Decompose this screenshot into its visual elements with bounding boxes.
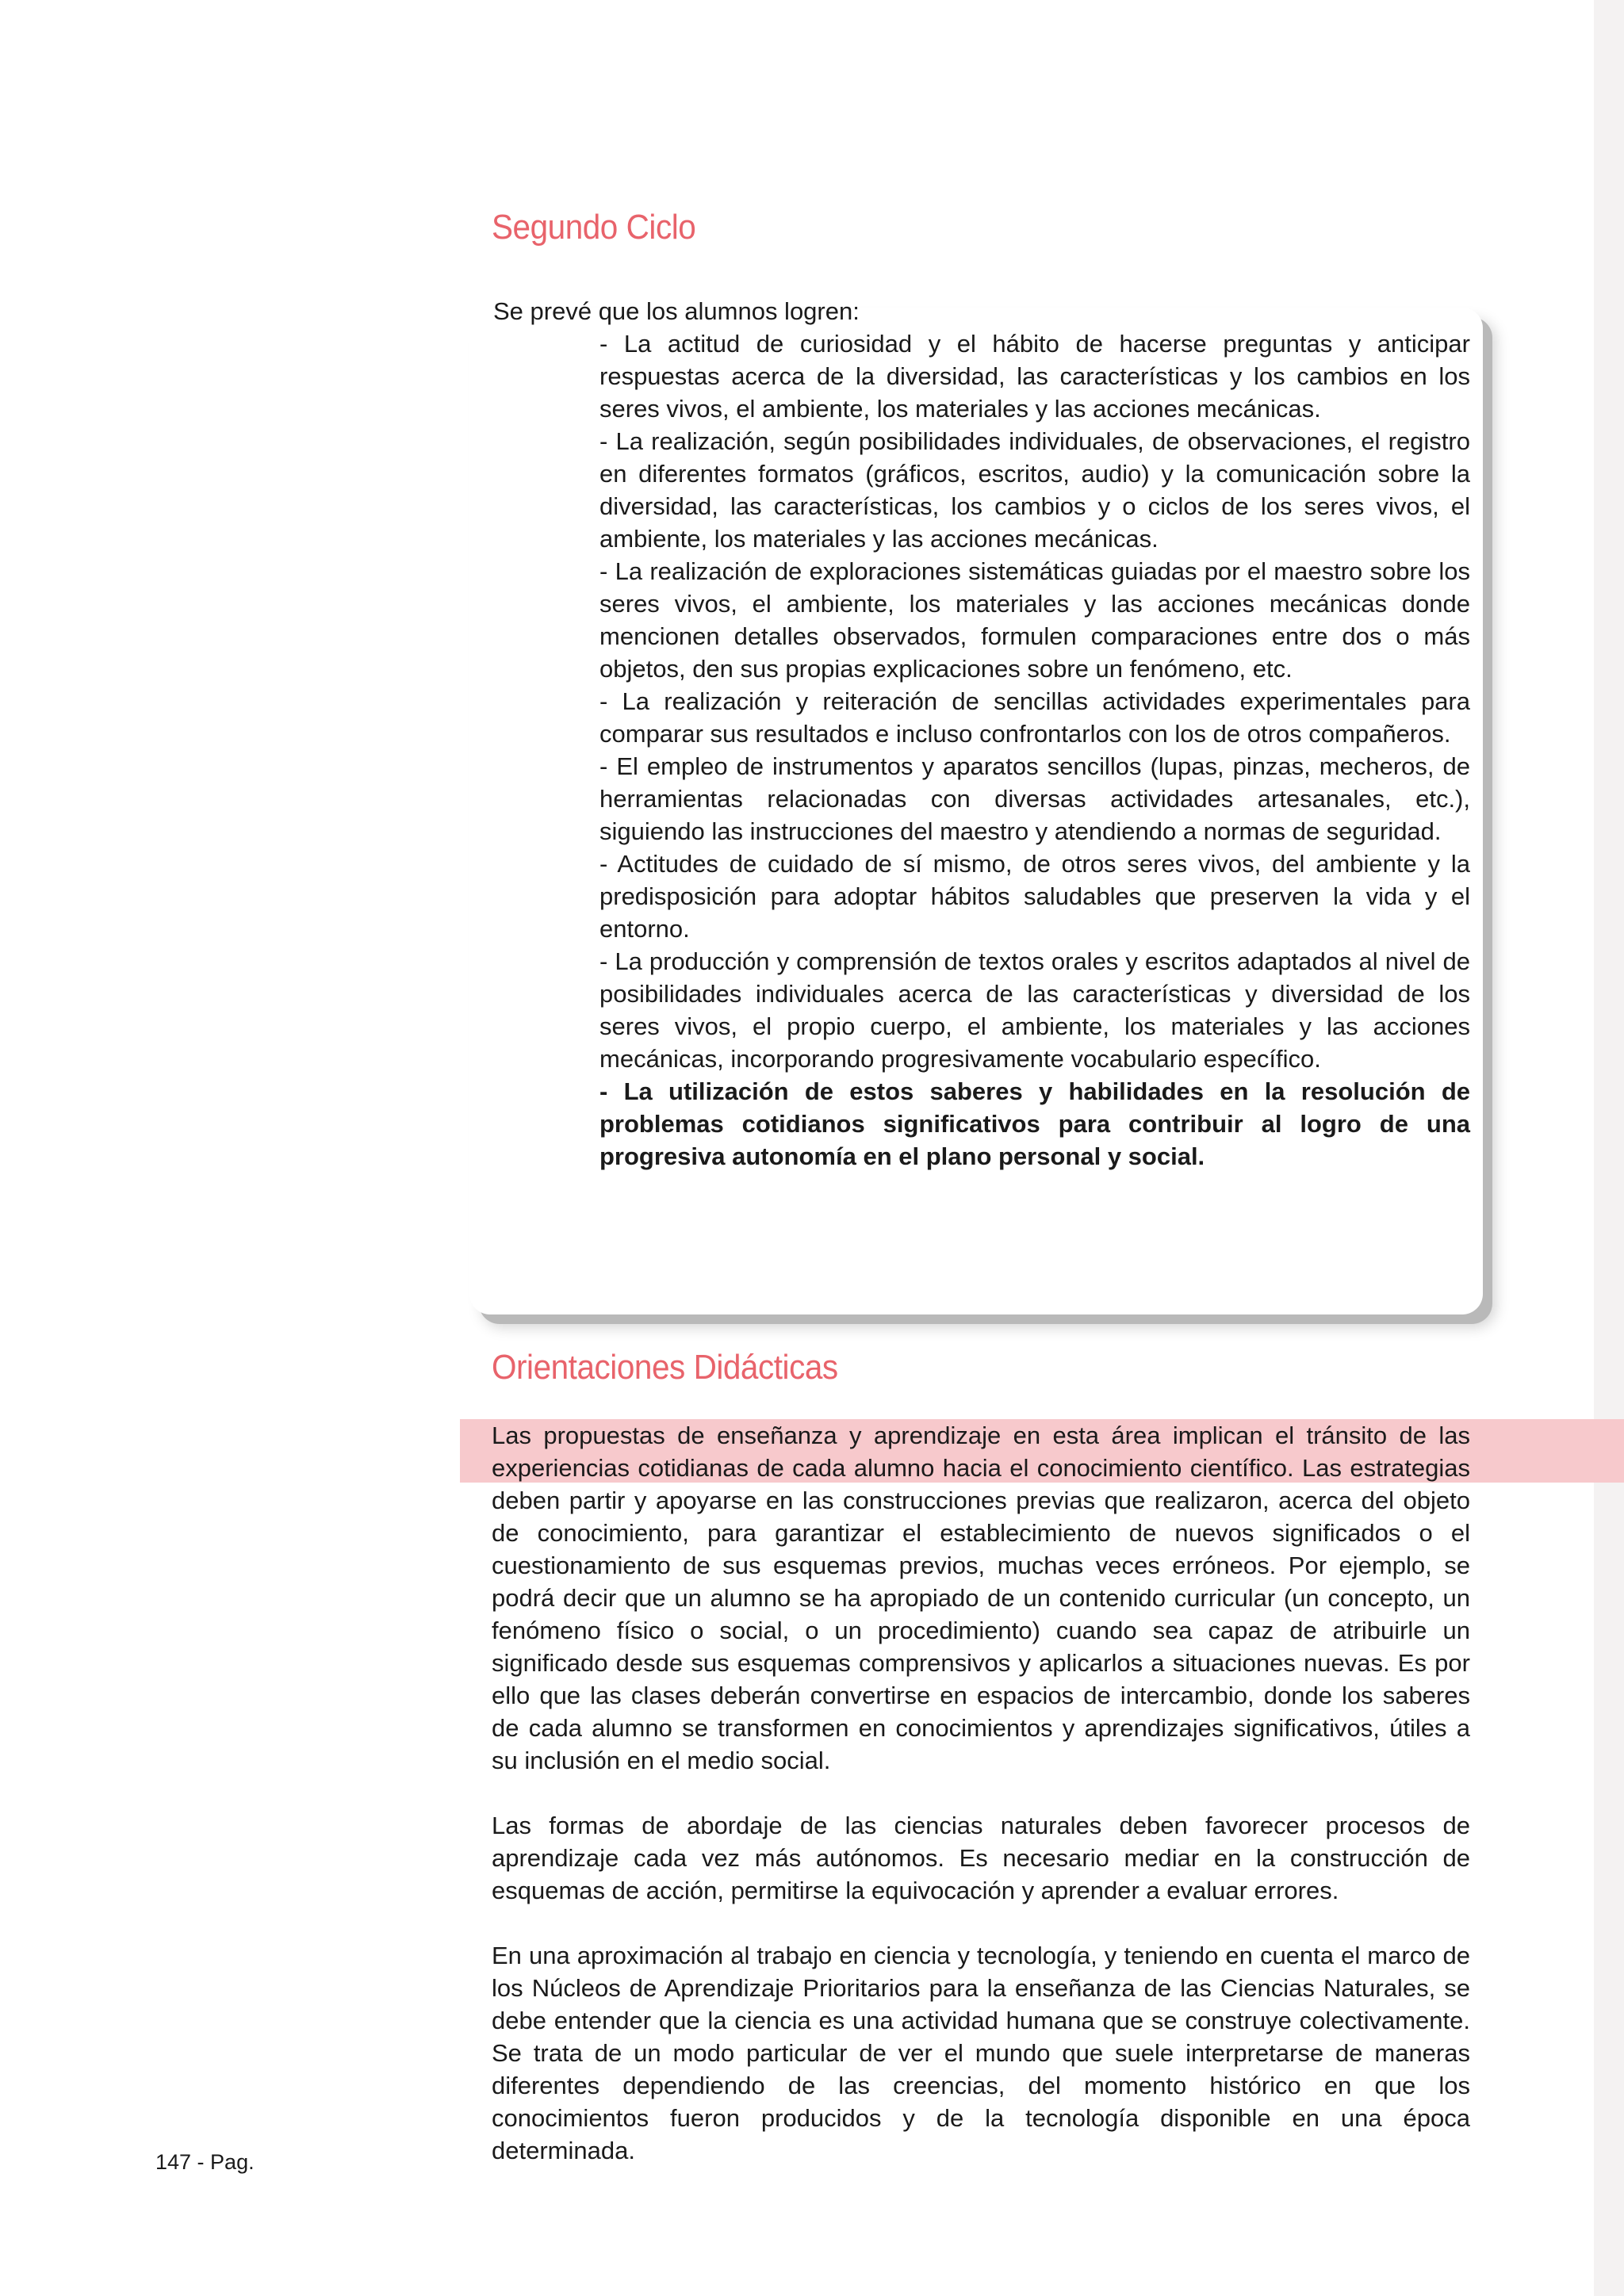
list-item: - La producción y comprensión de textos orales y escritos adaptados al nivel de posibilidades individuales acerca de las características y diversidad de los seres vivos, el propio cuerpo, el ambiente, los materiales y las acciones mecánicas, incorporando progresivamente vocabulario específico. [599, 947, 1470, 1073]
list-item: - La realización y reiteración de sencillas actividades experimentales para comparar sus resultados e incluso confrontarlos con los de otros compañeros. [599, 687, 1470, 748]
page-number: 147 - Pag. [155, 2150, 255, 2174]
objectives-list [599, 327, 1470, 1173]
list-item: - La realización, según posibilidades individuales, de observaciones, el registro en diferentes formatos (gráficos, escritos, audio) y la comunicación sobre la diversidad, las características, los cambios y o ciclos de los seres vivos, el ambiente, los materiales y las acciones mecánicas. [599, 427, 1470, 553]
list-item: - La actitud de curiosidad y el hábito de hacerse preguntas y anticipar respuestas acerca de la diversidad, las características y los cambios en los seres vivos, el ambiente, los materiales y las acciones mecánicas. [599, 330, 1470, 423]
list-item: - Actitudes de cuidado de sí mismo, de otros seres vivos, del ambiente y la predisposición para adoptar hábitos saludables que preserven la vida y el entorno. [599, 850, 1470, 943]
paragraph-2: Las formas de abordaje de las ciencias naturales deben favorecer procesos de aprendizaje cada vez más autónomos. Es necesario mediar en la construcción de esquemas de acción, permitirse la equivocación y aprender a evaluar errores. [492, 1812, 1470, 1904]
highlighted-sentence: Las propuestas de enseñanza y aprendizaje en esta área implican el tránsito de las experiencias cotidianas de cada alumno hacia el conocimiento científico. [492, 1422, 1470, 1482]
list-item: - El empleo de instrumentos y aparatos sencillos (lupas, pinzas, mecheros, de herramientas relacionadas con diversas actividades artesanales, etc.), siguiendo las instrucciones del maestro y atendiendo a normas de seguridad. [599, 752, 1470, 845]
orientaciones-body [492, 1419, 1470, 2199]
list-item: - La realización de exploraciones sistemáticas guiadas por el maestro sobre los seres vivos, el ambiente, los materiales y las acciones mecánicas donde mencionen detalles observados, formulen comparaciones entre dos o más objetos, den sus propias explicaciones sobre un fenómeno, etc. [599, 557, 1470, 683]
paragraph-3: En una aproximación al trabajo en ciencia y tecnología, y teniendo en cuenta el marco de los Núcleos de Aprendizaje Prioritarios para la enseñanza de las Ciencias Naturales, se debe entender que la ciencia es una actividad humana que se construye colectivamente. Se trata de un modo particular de ver el mundo que suele interpretarse de maneras diferentes dependiendo de las creencias, del momento histórico en que los conocimientos fueron producidos y de la tecnología disponible en una época determinada. [492, 1942, 1470, 2164]
section-title-orientaciones: Orientaciones Didácticas [492, 1348, 838, 1387]
objectives-intro: Se prevé que los alumnos logren: [493, 297, 860, 325]
right-margin-band [1594, 0, 1624, 2296]
paragraph-1-rest: Las estrategias deben partir y apoyarse en las construcciones previas que realizaron, acerca del objeto de conocimiento, para garantizar el establecimiento de nuevos significados o el cuestionamiento de sus esquemas previos, muchas veces erróneos. Por ejemplo, se podrá decir que un alumno se ha apropiado de un contenido curricular (un concepto, un fenómeno físico o social, o un procedimiento) cuando sea capaz de atribuirle un significado desde sus esquemas comprensivos y aplicarlos a situaciones nuevas. Es por ello que las clases deberán convertirse en espacios de intercambio, donde los saberes de cada alumno se transformen en conocimientos y aprendizajes significativos, útiles a su inclusión en el medio social. [492, 1454, 1470, 1774]
paragraph-1 [492, 1419, 1470, 1777]
section-title-segundo-ciclo: Segundo Ciclo [492, 208, 696, 247]
list-item-bold: - La utilización de estos saberes y habilidades en la resolución de problemas cotidianos significativos para contribuir al logro de una progresiva autonomía en el plano personal y social. [599, 1077, 1470, 1170]
